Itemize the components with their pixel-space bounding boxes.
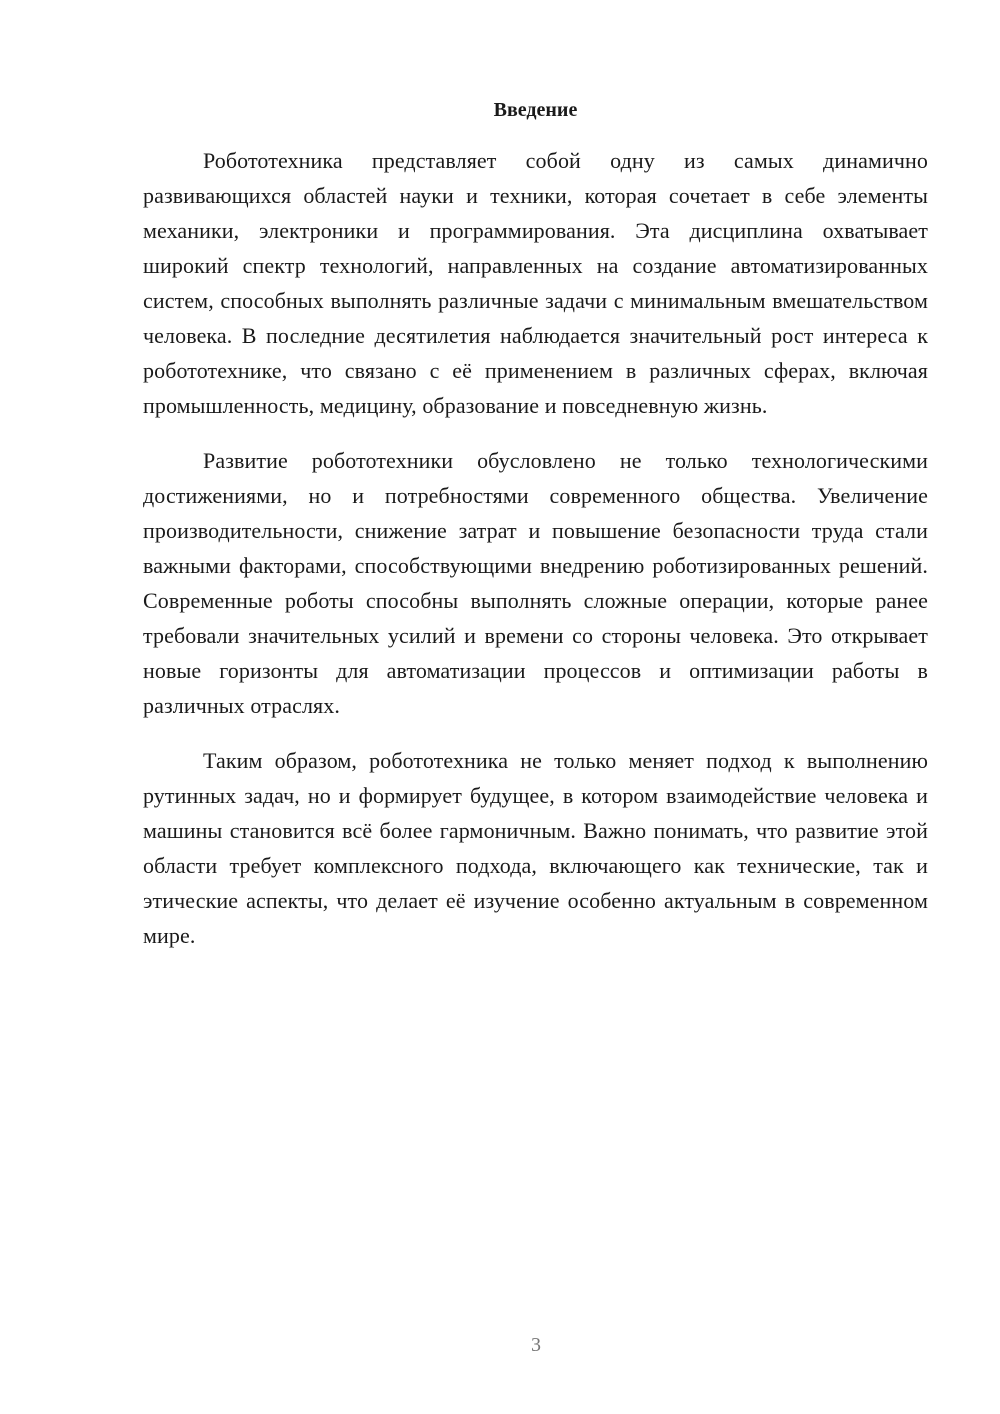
paragraph-3: Таким образом, робототехника не только меняет подход к выполнению рутинных задач, но и формирует будущее, в котором взаимодействие человека и машины становится всё более гармоничным. Важно понимать, что развитие этой области требует комплексного подхода, включающего как технические, так и этические аспекты, что делает её изучение особенно актуальным в современном мире.	[143, 748, 928, 948]
paragraph-2: Развитие робототехники обусловлено не только технологическими достижениями, но и потребностями современного общества. Увеличение производительности, снижение затрат и повышение безопасности труда стали важными факторами, способствующими внедрению роботизированных решений. Современные роботы способны выполнять сложные операции, которые ранее требовали значительных усилий и времени со стороны человека. Это открывает новые горизонты для автоматизации процессов и оптимизации работы в различных отраслях.	[143, 448, 928, 718]
body-text	[143, 143, 928, 973]
paragraph-1: Робототехника представляет собой одну из самых динамично развивающихся областей науки и техники, которая сочетает в себе элементы механики, электроники и программирования. Эта дисциплина охватывает широкий спектр технологий, направленных на создание автоматизированных систем, способных выполнять различные задачи с минимальным вмешательством человека. В последние десятилетия наблюдается значительный рост интереса к робототехнике, что связано с её применением в различных сферах, включая промышленность, медицину, образование и повседневную жизнь.	[143, 148, 928, 418]
page-number: 3	[531, 1334, 541, 1356]
section-title: Введение	[493, 99, 578, 121]
